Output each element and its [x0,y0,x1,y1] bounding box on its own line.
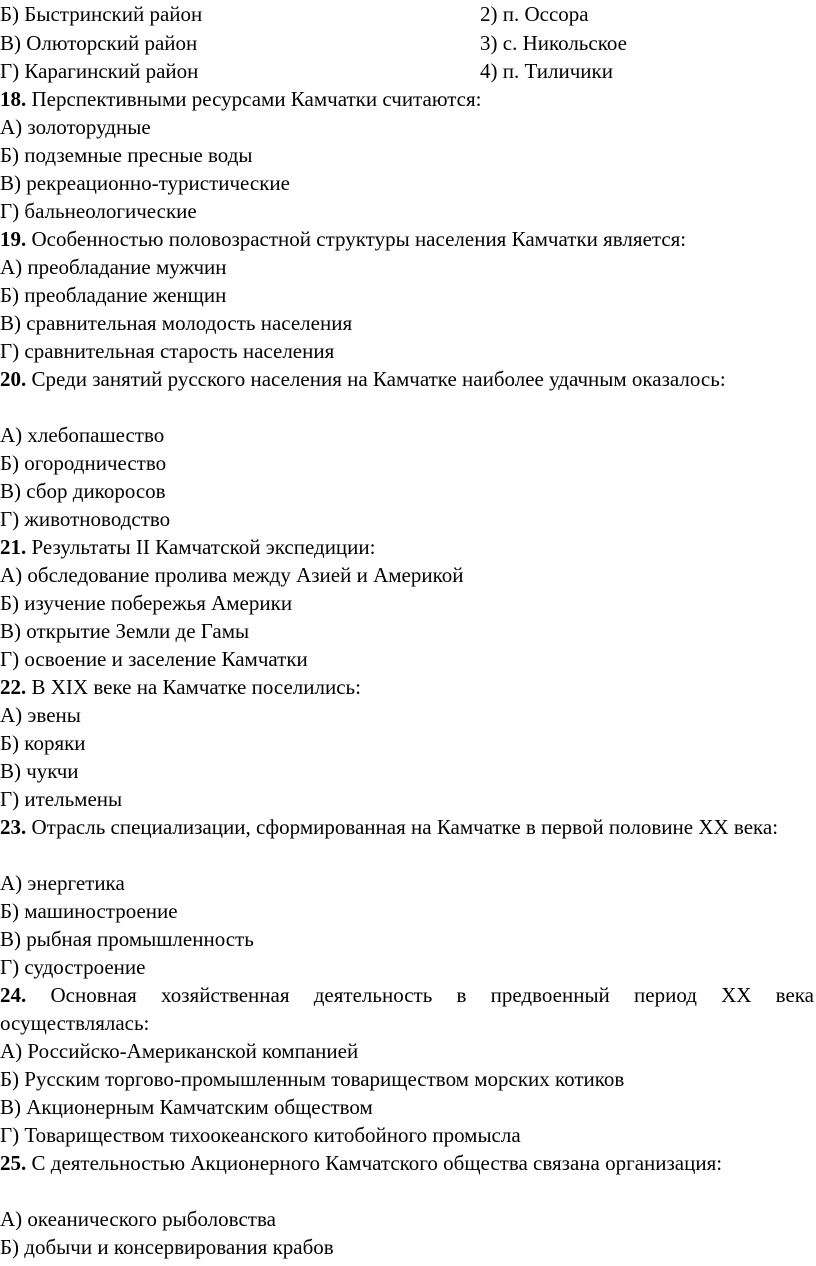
question-text: Основная хозяйственная деятельность в предвоенный период XX века осуществлялась: [0,983,814,1035]
option: Б) подземные пресные воды [0,143,253,167]
option: В) сравнительная молодость населения [0,311,353,335]
option: Б) добычи и консервирования крабов [0,1235,334,1259]
matching-left: Г) Карагинский район [0,59,199,83]
option: Б) изучение побережья Америки [0,591,293,615]
matching-right: 3) с. Никольское [480,31,627,55]
question-18 [0,85,814,113]
option: В) рыбная промышленность [0,927,254,951]
question-number: 23. [0,815,27,839]
question-23 [0,813,814,841]
question-number: 20. [0,367,27,391]
question-21 [0,533,814,561]
option: В) сбор дикоросов [0,479,166,503]
option: А) океанического рыболовства [0,1207,276,1231]
option: Г) освоение и заселение Камчатки [0,647,308,671]
question-number: 18. [0,87,27,111]
option: Г) судостроение [0,955,146,979]
question-text: Особенностью половозрастной структуры населения Камчатки является: [26,227,687,251]
question-24 [0,981,814,1037]
question-text: Среди занятий русского населения на Камчатке наиболее удачным оказалось: [26,367,726,391]
option: В) Акционерным Камчатским обществом [0,1095,373,1119]
matching-right: 4) п. Тиличики [480,59,613,83]
option: В) открытие Земли де Гамы [0,619,250,643]
question-number: 22. [0,675,27,699]
option: В) рекреационно-туристические [0,171,290,195]
matching-row [0,0,589,28]
question-text: В XIX веке на Камчатке поселились: [26,675,361,699]
question-22 [0,673,814,701]
matching-row [0,57,613,85]
option: Г) бальнеологические [0,199,197,223]
option: А) обследование пролива между Азией и Америкой [0,563,464,587]
question-number: 21. [0,535,27,559]
option: Г) Товариществом тихоокеанского китобойного промысла [0,1123,521,1147]
question-number: 24. [0,983,27,1007]
question-25 [0,1149,814,1177]
option: А) золоторудные [0,115,151,139]
question-text: Отрасль специализации, сформированная на Камчатке в первой половине XX века: [26,815,779,839]
question-number: 25. [0,1151,27,1175]
question-19 [0,225,814,253]
matching-right: 2) п. Оссора [480,2,589,26]
option: Г) сравнительная старость населения [0,339,335,363]
option: Б) преобладание женщин [0,283,227,307]
option: Б) коряки [0,731,86,755]
option: А) преобладание мужчин [0,255,227,279]
matching-row [0,29,627,57]
question-text: С деятельностью Акционерного Камчатского общества связана организация: [26,1151,723,1175]
question-text: Перспективными ресурсами Камчатки считаются: [26,87,482,111]
option: Г) животноводство [0,507,171,531]
question-text: Результаты II Камчатской экспедиции: [26,535,376,559]
matching-left: В) Олюторский район [0,31,198,55]
option: В) чукчи [0,759,79,783]
option: Б) машиностроение [0,899,178,923]
option: А) энергетика [0,871,125,895]
option: А) Российско-Американской компанией [0,1039,359,1063]
matching-left: Б) Быстринский район [0,2,203,26]
option: А) эвены [0,703,81,727]
question-number: 19. [0,227,27,251]
option: Б) огородничество [0,451,167,475]
question-20 [0,365,814,393]
option: А) хлебопашество [0,423,165,447]
option: Б) Русским торгово-промышленным товариществом морских котиков [0,1067,625,1091]
option: Г) ительмены [0,787,123,811]
